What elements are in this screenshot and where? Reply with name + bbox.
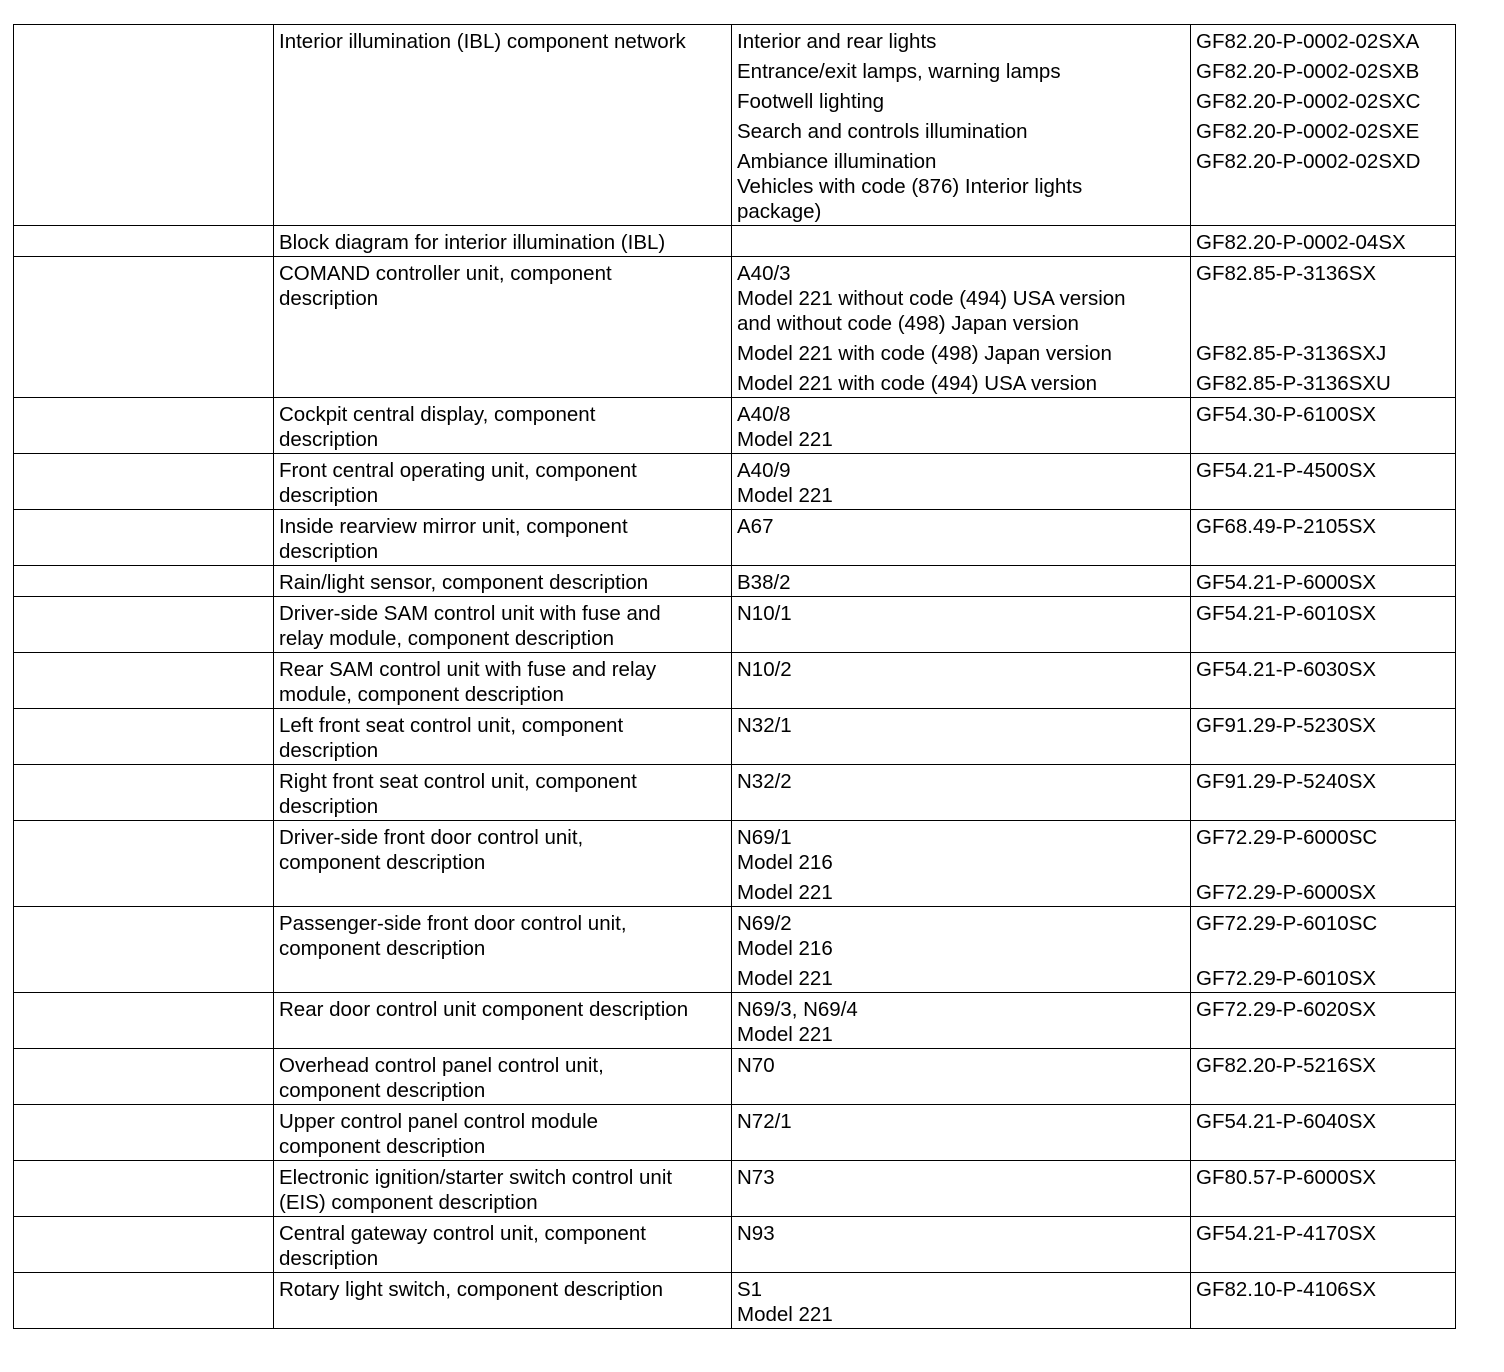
component-text: A40/8 Model 221 [737, 403, 833, 451]
document-number: GF82.20-P-0002-02SXE [1196, 120, 1420, 143]
component-text: Model 221 with code (494) USA version [737, 372, 1098, 395]
document-number: GF72.29-P-6020SX [1196, 998, 1377, 1021]
component-cell [732, 1049, 1191, 1105]
document-cell [1191, 1105, 1456, 1161]
document-number: GF72.29-P-6010SX [1196, 967, 1377, 990]
document-number: GF82.20-P-0002-02SXA [1196, 30, 1420, 53]
component-text: N93 [737, 1222, 775, 1245]
component-text: Footwell lighting [737, 90, 884, 113]
document-number: GF82.85-P-3136SXU [1196, 372, 1391, 395]
table-body [14, 25, 1456, 1329]
description-cell [274, 226, 732, 257]
table-row [14, 1273, 1456, 1329]
component-cell [732, 454, 1191, 510]
document-number: GF82.20-P-5216SX [1196, 1054, 1377, 1077]
empty-cell [14, 566, 274, 597]
description-text: Cockpit central display, component description [279, 403, 596, 451]
table-row [14, 454, 1456, 510]
component-cell [732, 765, 1191, 821]
document-cell [1191, 821, 1456, 907]
component-cell [732, 709, 1191, 765]
description-cell [274, 653, 732, 709]
description-cell [274, 25, 732, 226]
document-cell [1191, 1161, 1456, 1217]
document-number: GF82.20-P-0002-02SXC [1196, 90, 1421, 113]
document-number: GF82.20-P-0002-04SX [1196, 231, 1406, 254]
table-row [14, 1105, 1456, 1161]
table-row [14, 993, 1456, 1049]
empty-cell [14, 653, 274, 709]
document-cell [1191, 709, 1456, 765]
document-number: GF54.21-P-6040SX [1196, 1110, 1377, 1133]
component-cell [732, 821, 1191, 907]
component-text: N32/1 [737, 714, 792, 737]
table-row [14, 226, 1456, 257]
description-text: Upper control panel control module component description [279, 1110, 599, 1158]
empty-cell [14, 226, 274, 257]
table-row [14, 398, 1456, 454]
table-row [14, 257, 1456, 398]
document-number: GF68.49-P-2105SX [1196, 515, 1377, 538]
component-text: N69/2 Model 216 [737, 912, 833, 960]
empty-cell [14, 1217, 274, 1273]
component-cell [732, 226, 1191, 257]
description-text: Rear door control unit component description [279, 998, 689, 1021]
document-number: GF54.21-P-6000SX [1196, 571, 1377, 594]
description-text: Electronic ignition/starter switch control unit (EIS) component description [279, 1166, 673, 1214]
component-text: N69/1 Model 216 [737, 826, 833, 874]
description-text: Rear SAM control unit with fuse and relay module, component description [279, 658, 657, 706]
empty-cell [14, 821, 274, 907]
empty-cell [14, 1105, 274, 1161]
component-text [737, 230, 1185, 255]
document-number: GF82.20-P-0002-02SXD [1196, 150, 1421, 173]
description-text: Central gateway control unit, component description [279, 1222, 646, 1270]
empty-cell [14, 597, 274, 653]
document-number: GF91.29-P-5230SX [1196, 714, 1377, 737]
component-cell [732, 257, 1191, 398]
document-number: GF54.21-P-4170SX [1196, 1222, 1377, 1245]
component-cell [732, 653, 1191, 709]
description-text: Front central operating unit, component description [279, 459, 637, 507]
component-text: Model 221 [737, 967, 833, 990]
component-cell [732, 566, 1191, 597]
component-text: N72/1 [737, 1110, 792, 1133]
document-number: GF72.29-P-6000SX [1196, 881, 1377, 904]
description-text: Left front seat control unit, component description [279, 714, 624, 762]
description-cell [274, 597, 732, 653]
empty-cell [14, 510, 274, 566]
document-number: GF80.57-P-6000SX [1196, 1166, 1377, 1189]
document-number: GF54.21-P-6010SX [1196, 602, 1377, 625]
description-cell [274, 1273, 732, 1329]
document-cell [1191, 25, 1456, 226]
component-text: N69/3, N69/4 Model 221 [737, 998, 858, 1046]
document-number: GF54.21-P-4500SX [1196, 459, 1377, 482]
document-number: GF82.85-P-3136SX [1196, 262, 1377, 285]
description-text: Driver-side front door control unit, component description [279, 826, 584, 874]
table-row [14, 597, 1456, 653]
document-cell [1191, 1049, 1456, 1105]
component-text: N10/1 [737, 602, 792, 625]
empty-cell [14, 398, 274, 454]
description-text: Rotary light switch, component description [279, 1278, 663, 1301]
description-text: COMAND controller unit, component description [279, 262, 612, 310]
component-cell [732, 1273, 1191, 1329]
component-cell [732, 597, 1191, 653]
table-row [14, 907, 1456, 993]
empty-cell [14, 765, 274, 821]
component-text: Model 221 with code (498) Japan version [737, 342, 1112, 365]
component-text: Entrance/exit lamps, warning lamps [737, 60, 1061, 83]
empty-cell [14, 257, 274, 398]
description-text: Overhead control panel control unit, component description [279, 1054, 604, 1102]
empty-cell [14, 907, 274, 993]
description-cell [274, 566, 732, 597]
description-cell [274, 398, 732, 454]
empty-cell [14, 993, 274, 1049]
document-cell [1191, 993, 1456, 1049]
document-number: GF82.10-P-4106SX [1196, 1278, 1377, 1301]
empty-cell [14, 1273, 274, 1329]
description-text: Block diagram for interior illumination (IBL) [279, 231, 666, 254]
description-cell [274, 257, 732, 398]
document-cell [1191, 1273, 1456, 1329]
component-text: B38/2 [737, 571, 791, 594]
description-text: Inside rearview mirror unit, component description [279, 515, 628, 563]
description-text: Interior illumination (IBL) component network [279, 30, 686, 53]
table-row [14, 653, 1456, 709]
document-cell [1191, 597, 1456, 653]
empty-cell [14, 25, 274, 226]
document-cell [1191, 257, 1456, 398]
component-cell [732, 398, 1191, 454]
table-row [14, 566, 1456, 597]
description-text: Rain/light sensor, component description [279, 571, 649, 594]
document-cell [1191, 765, 1456, 821]
document-number: GF72.29-P-6010SC [1196, 912, 1378, 935]
component-text: Interior and rear lights [737, 30, 937, 53]
description-text: Right front seat control unit, component description [279, 770, 637, 818]
empty-cell [14, 1161, 274, 1217]
document-cell [1191, 653, 1456, 709]
table-row [14, 709, 1456, 765]
document-cell [1191, 510, 1456, 566]
description-cell [274, 765, 732, 821]
component-cell [732, 993, 1191, 1049]
component-text: Model 221 [737, 881, 833, 904]
component-text: S1 Model 221 [737, 1278, 833, 1326]
document-cell [1191, 907, 1456, 993]
component-cell [732, 25, 1191, 226]
description-text: Passenger-side front door control unit, component description [279, 912, 627, 960]
table-row [14, 1049, 1456, 1105]
description-cell [274, 1161, 732, 1217]
document-cell [1191, 1217, 1456, 1273]
table-row [14, 1217, 1456, 1273]
component-text: N32/2 [737, 770, 792, 793]
document-cell [1191, 454, 1456, 510]
description-cell [274, 709, 732, 765]
component-text: N73 [737, 1166, 775, 1189]
description-cell [274, 907, 732, 993]
table-row [14, 765, 1456, 821]
table-row [14, 25, 1456, 226]
component-cell [732, 1161, 1191, 1217]
component-cell [732, 907, 1191, 993]
description-cell [274, 1105, 732, 1161]
component-cell [732, 510, 1191, 566]
table-row [14, 821, 1456, 907]
description-cell [274, 510, 732, 566]
component-cell [732, 1217, 1191, 1273]
empty-cell [14, 454, 274, 510]
description-text: Driver-side SAM control unit with fuse and relay module, component description [279, 602, 661, 650]
document-number: GF54.21-P-6030SX [1196, 658, 1377, 681]
document-reference-table [13, 24, 1456, 1329]
empty-cell [14, 1049, 274, 1105]
component-text: Search and controls illumination [737, 120, 1028, 143]
component-text: Ambiance illumination Vehicles with code (876) Interior lights package) [737, 150, 1083, 223]
document-number: GF72.29-P-6000SC [1196, 826, 1378, 849]
document-cell [1191, 398, 1456, 454]
document-number: GF82.85-P-3136SXJ [1196, 342, 1387, 365]
description-cell [274, 1217, 732, 1273]
table-row [14, 1161, 1456, 1217]
component-text: N70 [737, 1054, 775, 1077]
table-row [14, 510, 1456, 566]
component-cell [732, 1105, 1191, 1161]
document-cell [1191, 226, 1456, 257]
description-cell [274, 454, 732, 510]
document-number: GF91.29-P-5240SX [1196, 770, 1377, 793]
description-cell [274, 821, 732, 907]
document-number: GF54.30-P-6100SX [1196, 403, 1377, 426]
description-cell [274, 1049, 732, 1105]
empty-cell [14, 709, 274, 765]
component-text: A40/9 Model 221 [737, 459, 833, 507]
document-number: GF82.20-P-0002-02SXB [1196, 60, 1420, 83]
component-text: A40/3 Model 221 without code (494) USA version and without code (498) Japan version [737, 262, 1126, 335]
description-cell [274, 993, 732, 1049]
document-cell [1191, 566, 1456, 597]
component-text: N10/2 [737, 658, 792, 681]
component-text: A67 [737, 515, 774, 538]
